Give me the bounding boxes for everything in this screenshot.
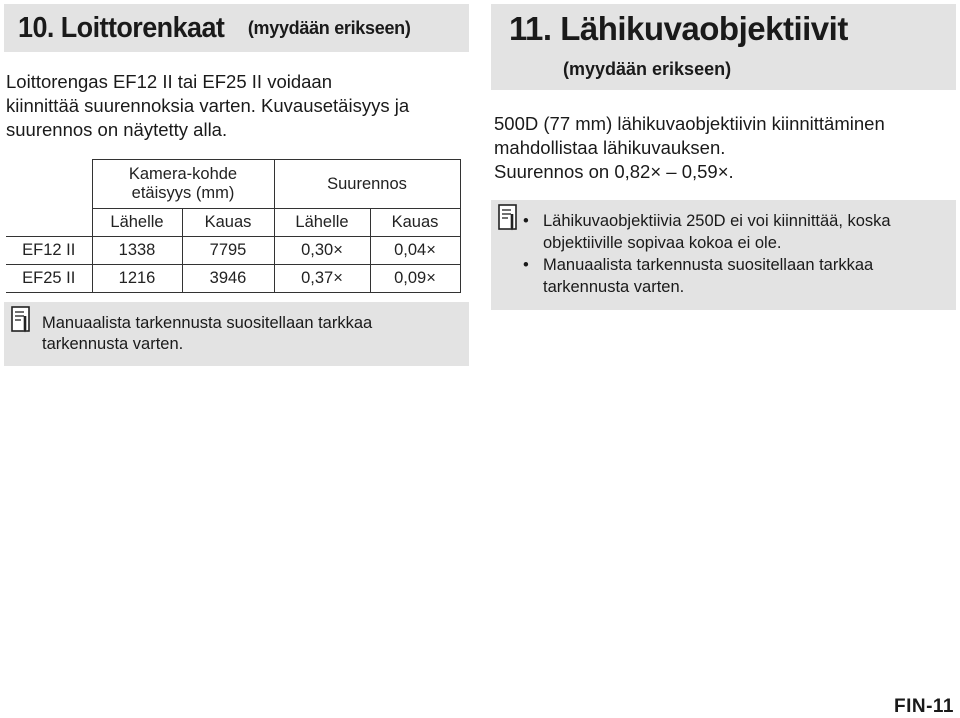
table-cell: 0,37× (274, 265, 370, 293)
section-10-heading (4, 4, 469, 52)
table-cell: 3946 (182, 265, 274, 293)
sub-header: Lähelle (92, 209, 182, 237)
sub-header: Kauas (370, 209, 460, 237)
table-row (6, 265, 460, 293)
section-10-title: 10. Loittorenkaat (18, 11, 225, 44)
row-label: EF12 II (6, 237, 92, 265)
section-10-note (4, 302, 469, 366)
intro-line: 500D (77 mm) lähikuvaobjektiivin kiinnittäminen (494, 113, 885, 134)
page-number: FIN-11 (893, 696, 954, 717)
distance-header-line1: Kamera-kohde (128, 165, 238, 183)
note-text (42, 313, 462, 355)
magnification-group-header: Suurennos (274, 160, 460, 209)
intro-line: kiinnittää suurennoksia varten. Kuvausetäisyys ja (6, 95, 410, 116)
list-item: • Manuaalista tarkennusta suositellaan tarkkaa tarkennusta varten. (515, 254, 953, 298)
section-10-intro (6, 70, 466, 142)
table-corner (6, 160, 92, 209)
table-cell: 0,30× (274, 237, 370, 265)
section-11-title: 11. Lähikuvaobjektiivit (509, 10, 848, 47)
section-11-subtitle: (myydään erikseen) (563, 59, 732, 79)
distance-group-header (92, 160, 274, 209)
table-cell: 0,04× (370, 237, 460, 265)
note-list (515, 210, 953, 298)
table-row (6, 237, 460, 265)
table-cell: 1338 (92, 237, 182, 265)
intro-line: mahdollistaa lähikuvauksen. (494, 137, 726, 158)
section-11-heading (491, 4, 956, 90)
section-11-intro (494, 112, 956, 184)
sub-header: Kauas (182, 209, 274, 237)
table-cell: 1216 (92, 265, 182, 293)
table-cell: 7795 (182, 237, 274, 265)
table-cell: 0,09× (370, 265, 460, 293)
intro-line: suurennos on näytetty alla. (6, 119, 228, 140)
section-11-note (491, 200, 956, 310)
note-icon (11, 306, 33, 334)
note-line: Manuaalista tarkennusta suositellaan tarkkaa (42, 314, 373, 332)
note-line: tarkennusta varten. (42, 335, 184, 353)
sub-header: Lähelle (274, 209, 370, 237)
intro-line: Loittorengas EF12 II tai EF25 II voidaan (6, 71, 332, 92)
table-corner (6, 209, 92, 237)
intro-line: Suurennos on 0,82× – 0,59×. (494, 161, 734, 182)
distance-header-line2: etäisyys (mm) (131, 184, 235, 202)
section-10-subtitle: (myydään erikseen) (247, 17, 411, 38)
extension-tube-table (6, 159, 461, 293)
row-label: EF25 II (6, 265, 92, 293)
list-item: • Lähikuvaobjektiivia 250D ei voi kiinnittää, koska objektiiville sopivaa kokoa ei ole. (515, 210, 953, 254)
